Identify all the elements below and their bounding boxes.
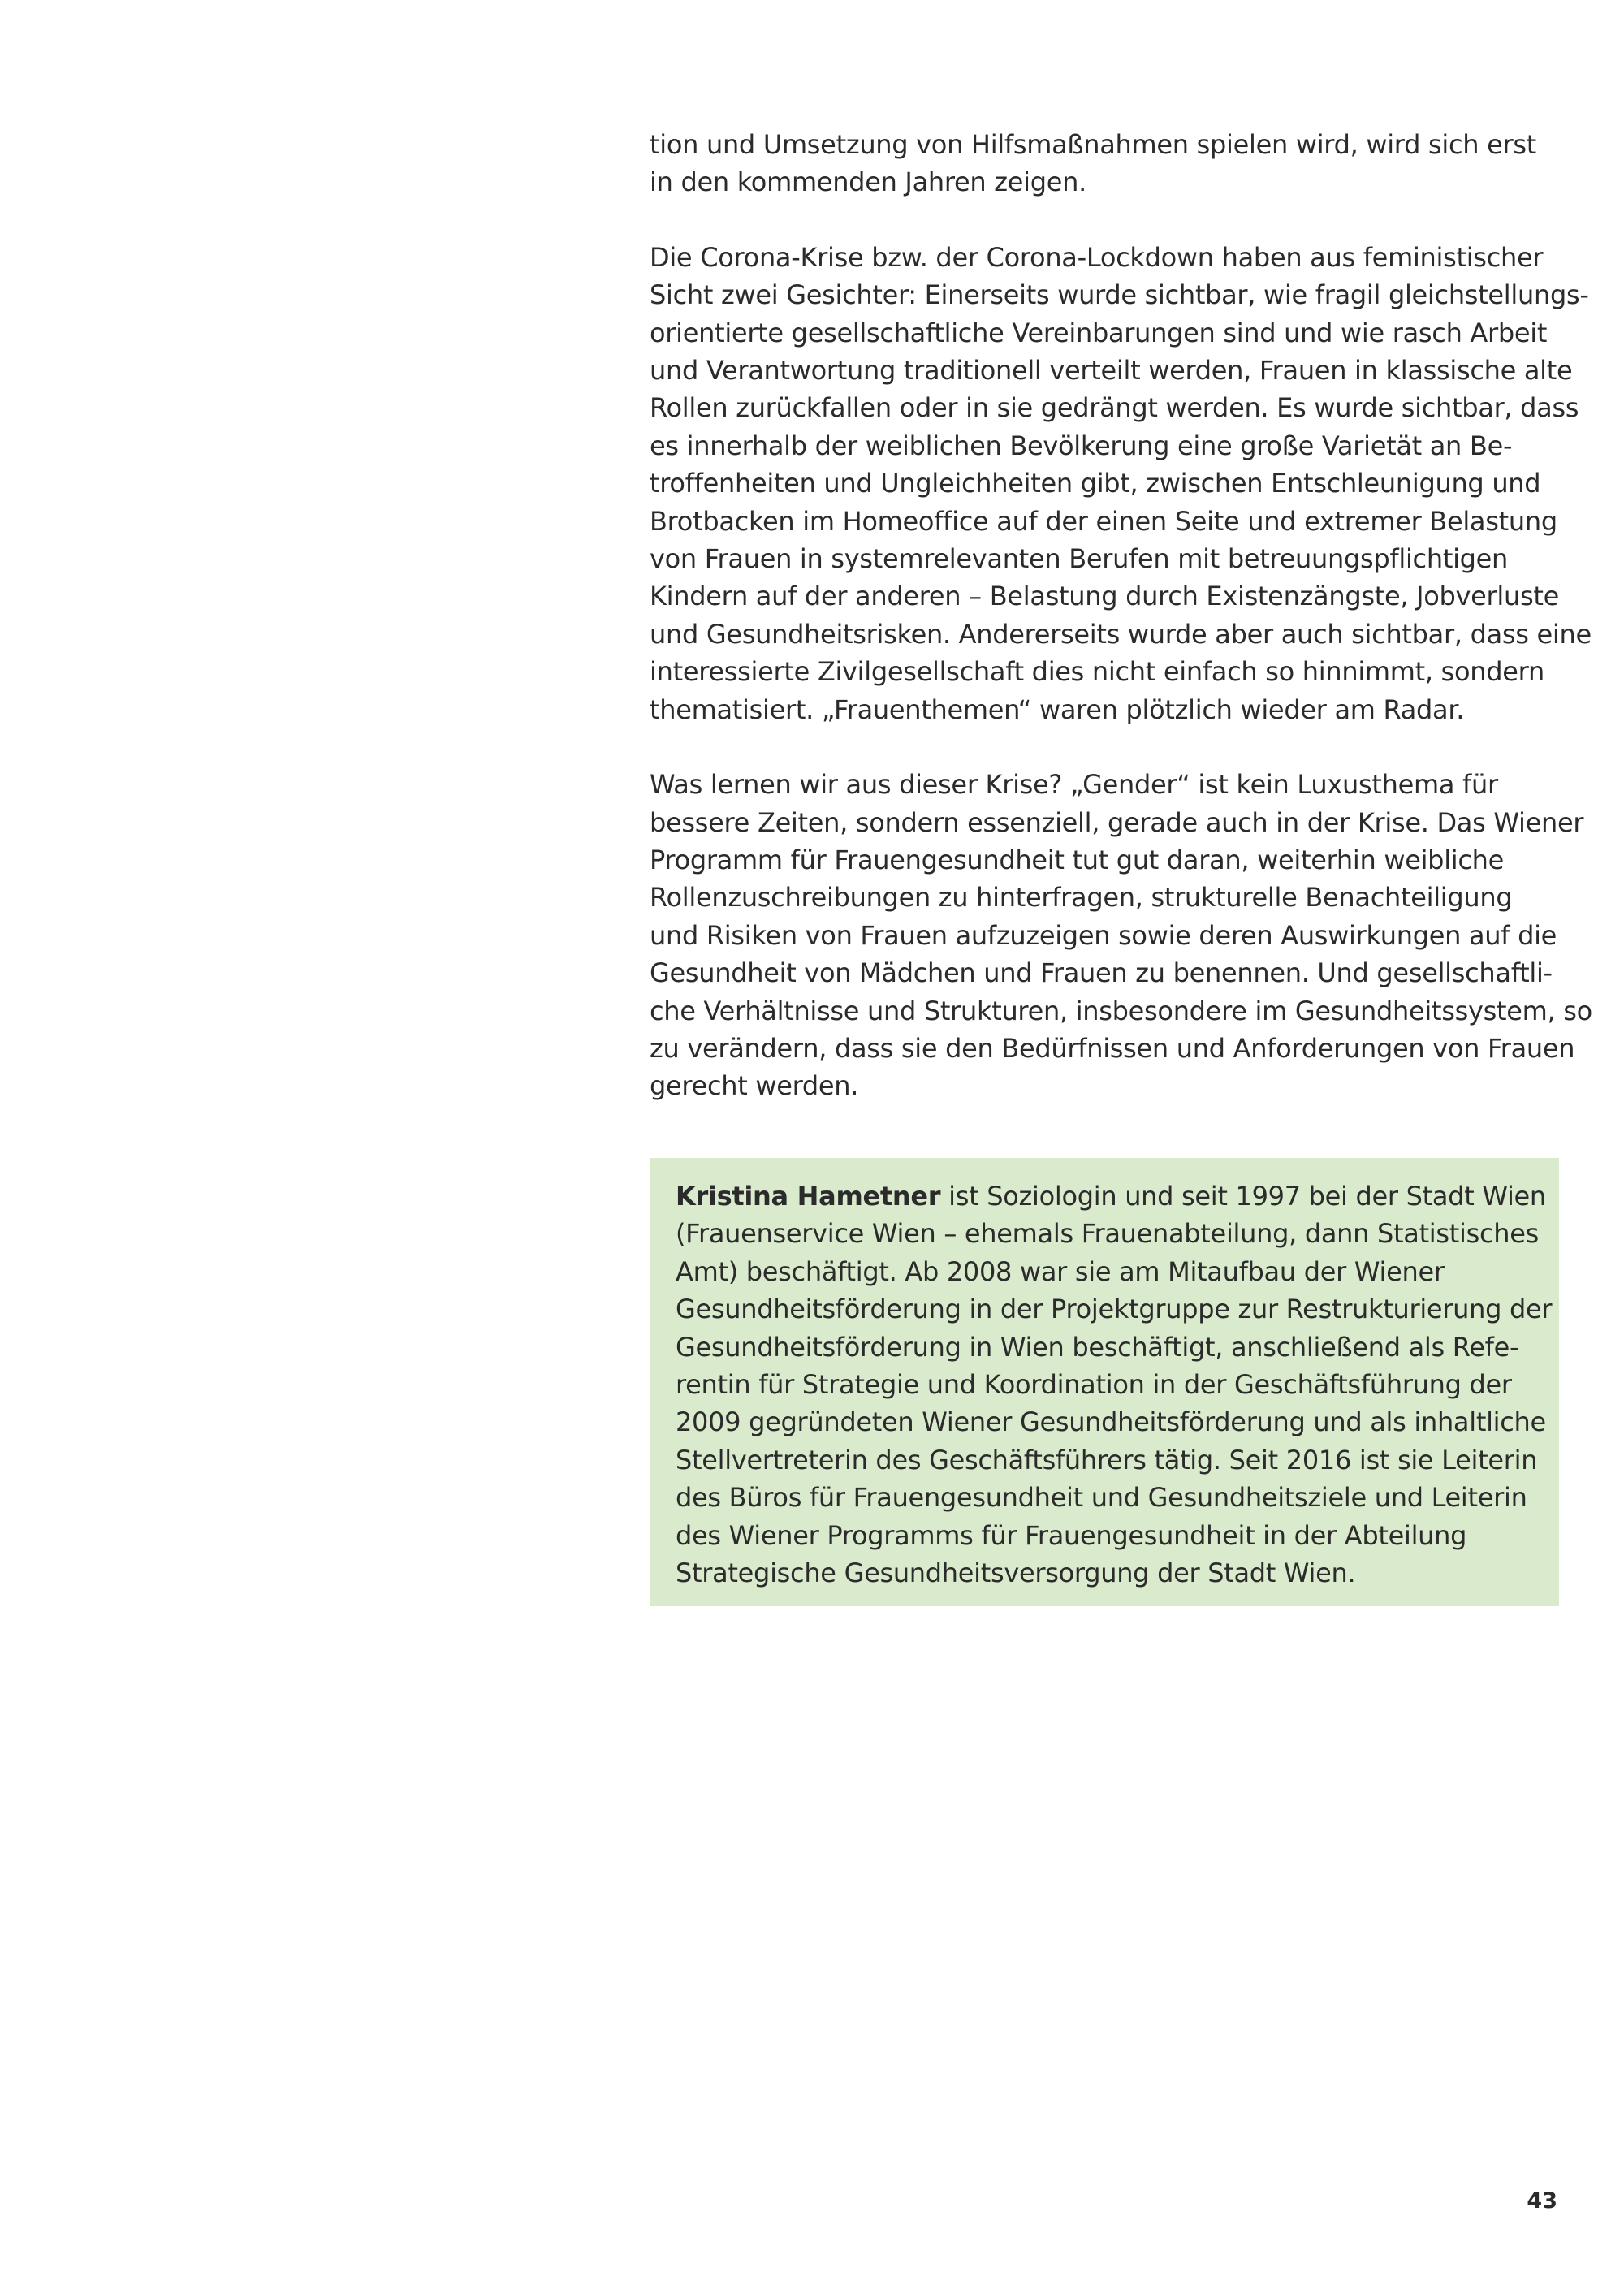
- text-line: zu verändern, dass sie den Bedürfnissen und Anforderungen von Frauen: [650, 1032, 1575, 1064]
- text-line: von Frauen in systemrelevanten Berufen mit betreuungspflichtigen: [650, 543, 1509, 575]
- text-line: gerecht werden.: [650, 1070, 859, 1102]
- bio-line: 2009 gegründeten Wiener Gesundheitsförderung und als inhaltliche: [676, 1406, 1546, 1438]
- text-line: tion und Umsetzung von Hilfsmaßnahmen spielen wird, wird sich erst: [650, 129, 1536, 160]
- page-number: 43: [1527, 2188, 1557, 2214]
- paragraph: [650, 239, 1592, 728]
- text-line: bessere Zeiten, sondern essenziell, gerade auch in der Krise. Das Wiener: [650, 806, 1584, 838]
- author-name: Kristina Hametner: [676, 1181, 941, 1212]
- text-line: Sicht zwei Gesichter: Einerseits wurde sichtbar, wie fragil gleichstellungs-: [650, 279, 1589, 311]
- bio-line: Amt) beschäftigt. Ab 2008 war sie am Mitaufbau der Wiener: [676, 1255, 1445, 1287]
- text-line: interessierte Zivilgesellschaft dies nicht einfach so hinnimmt, sondern: [650, 656, 1544, 688]
- bio-line: (Frauenservice Wien – ehemals Frauenabteilung, dann Statistisches: [676, 1218, 1540, 1250]
- bio-first-line-text: ist Soziologin und seit 1997 bei der Stadt Wien: [940, 1181, 1546, 1212]
- bio-line: Gesundheitsförderung in Wien beschäftigt, anschließend als Refe-: [676, 1331, 1519, 1363]
- text-line: orientierte gesellschaftliche Vereinbarungen sind und wie rasch Arbeit: [650, 317, 1548, 348]
- text-line: thematisiert. „Frauenthemen“ waren plötzlich wieder am Radar.: [650, 693, 1465, 725]
- text-line: Die Corona-Krise bzw. der Corona-Lockdown haben aus feministischer: [650, 241, 1544, 273]
- paragraph: [650, 126, 1559, 201]
- text-line: Rollenzuschreibungen zu hinterfragen, strukturelle Benachteiligung: [650, 882, 1513, 914]
- text-line: und Verantwortung traditionell verteilt werden, Frauen in klassische alte: [650, 355, 1573, 387]
- bio-line: Strategische Gesundheitsversorgung der Stadt Wien.: [676, 1557, 1356, 1589]
- bio-line: Gesundheitsförderung in der Projektgruppe zur Restrukturierung der: [676, 1294, 1553, 1325]
- text-line: Kindern auf der anderen – Belastung durch Existenzängste, Jobverluste: [650, 581, 1559, 612]
- text-line: che Verhältnisse und Strukturen, insbesondere im Gesundheitssystem, so: [650, 995, 1592, 1026]
- text-line: und Risiken von Frauen aufzuzeigen sowie deren Auswirkungen auf die: [650, 919, 1557, 951]
- body-text: [650, 126, 1592, 1143]
- text-line: in den kommenden Jahren zeigen.: [650, 166, 1086, 198]
- author-bio-box: [650, 1158, 1559, 1606]
- bio-line: des Wiener Programms für Frauengesundheit in der Abteilung: [676, 1519, 1467, 1551]
- bio-line: rentin für Strategie und Koordination in der Geschäftsführung der: [676, 1369, 1512, 1401]
- text-line: troffenheiten und Ungleichheiten gibt, zwischen Entschleunigung und: [650, 468, 1541, 499]
- text-line: Brotbacken im Homeoffice auf der einen Seite und extremer Belastung: [650, 505, 1557, 537]
- bio-line: des Büros für Frauengesundheit und Gesundheitsziele und Leiterin: [676, 1482, 1527, 1514]
- bio-first-line: [676, 1177, 1546, 1215]
- text-line: Programm für Frauengesundheit tut gut daran, weiterhin weibliche: [650, 844, 1505, 875]
- text-line: Was lernen wir aus dieser Krise? „Gender“ ist kein Luxusthema für: [650, 769, 1498, 801]
- bio-line: Stellvertreterin des Geschäftsführers tätig. Seit 2016 ist sie Leiterin: [676, 1444, 1538, 1475]
- text-line: es innerhalb der weiblichen Bevölkerung eine große Varietät an Be-: [650, 430, 1513, 461]
- text-line: Gesundheit von Mädchen und Frauen zu benennen. Und gesellschaftli-: [650, 957, 1553, 989]
- text-line: und Gesundheitsrisken. Andererseits wurde aber auch sichtbar, dass eine: [650, 618, 1592, 650]
- text-line: Rollen zurückfallen oder in sie gedrängt werden. Es wurde sichtbar, dass: [650, 392, 1579, 424]
- paragraph: [650, 766, 1592, 1105]
